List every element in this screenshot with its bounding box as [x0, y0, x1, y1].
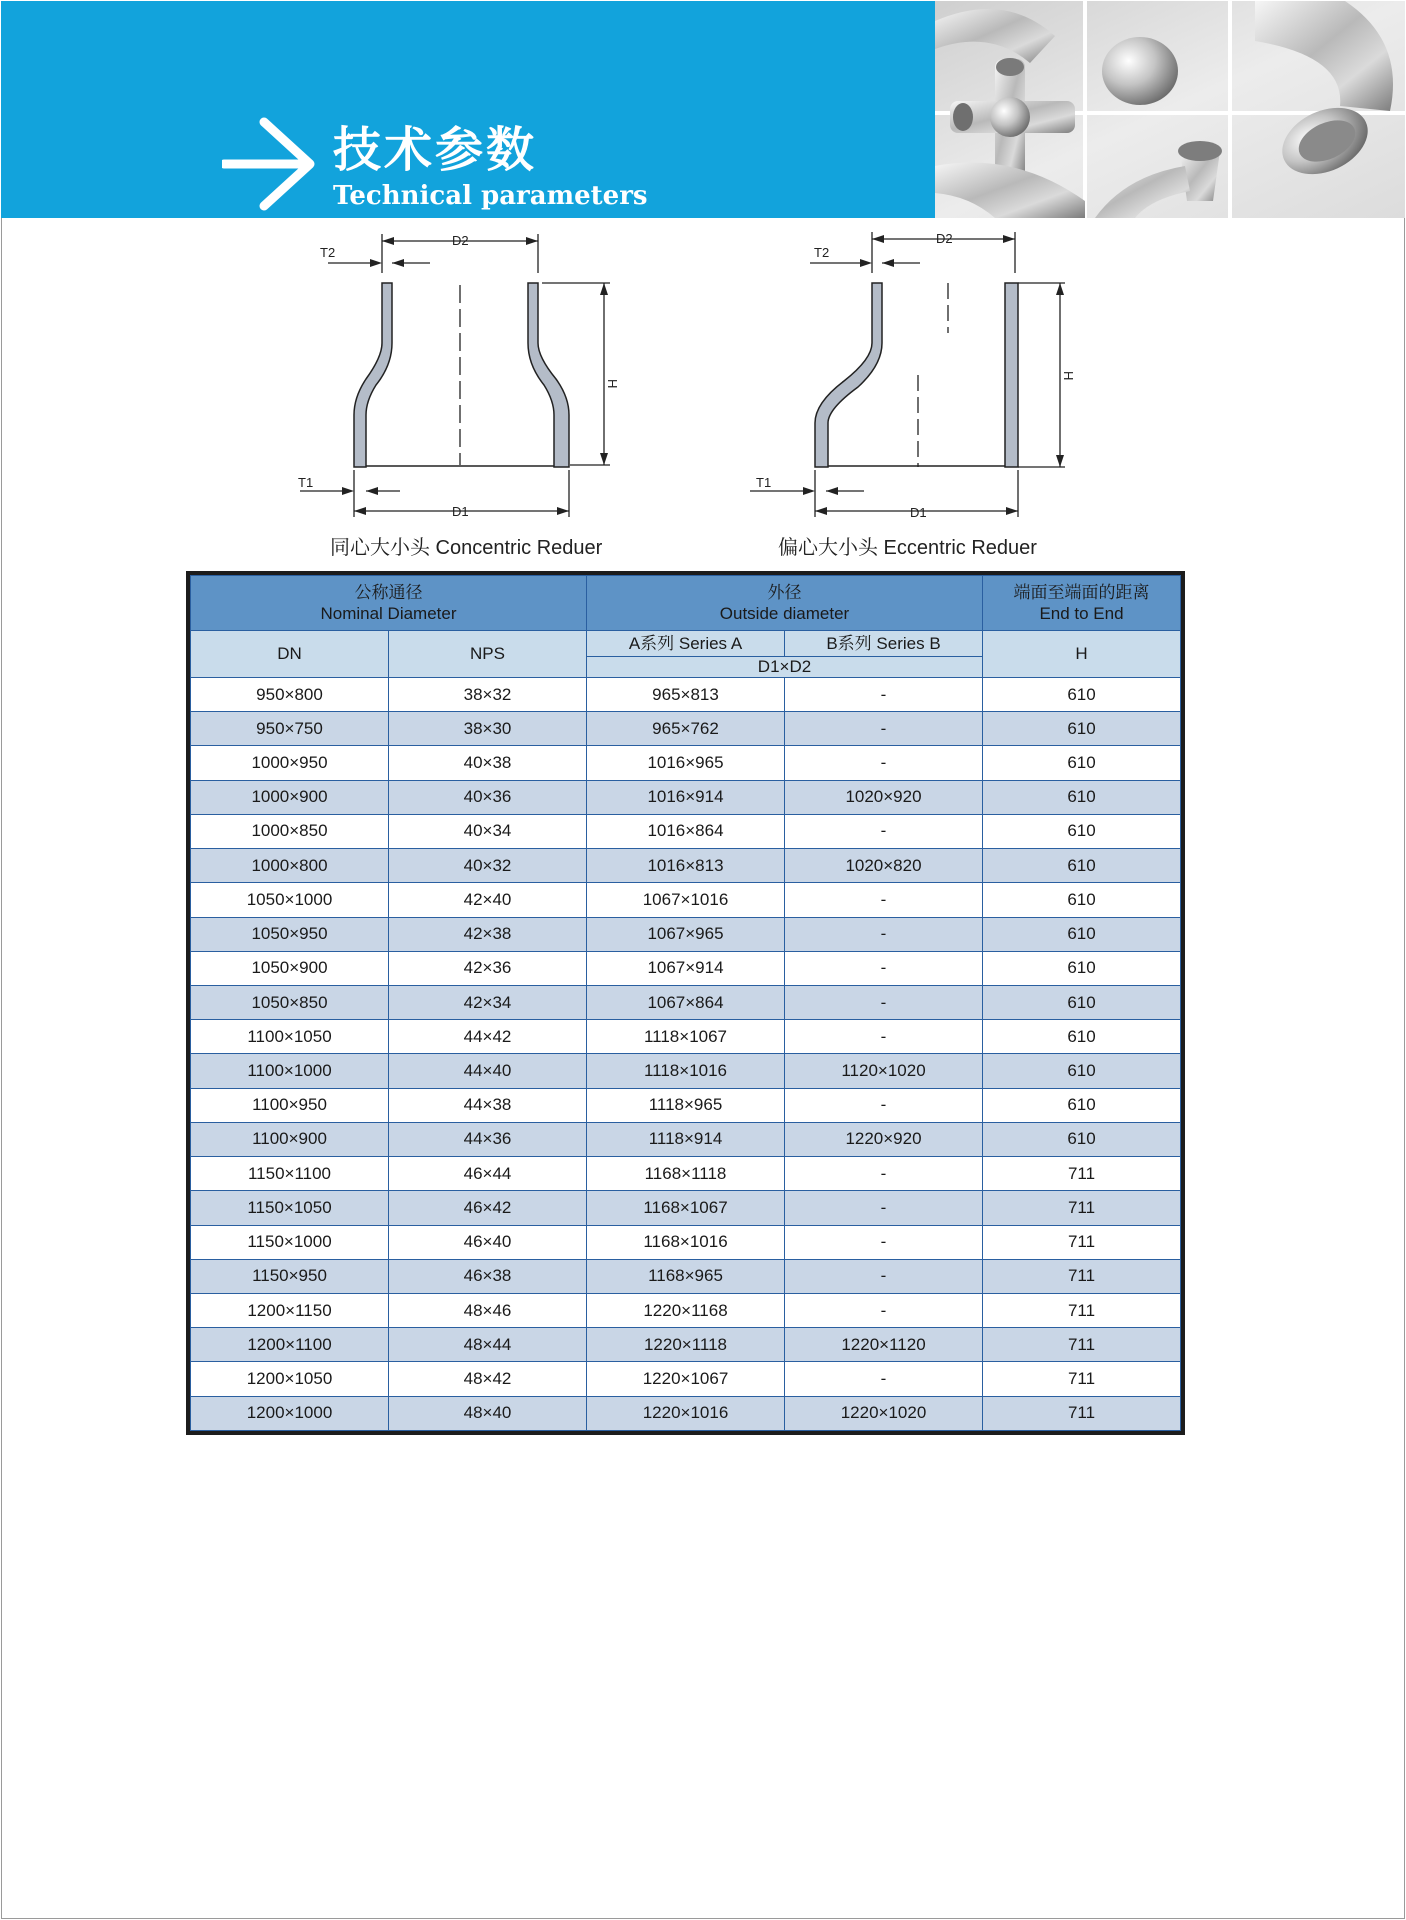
h-label: H — [1061, 371, 1076, 381]
nps-cell: 48×40 — [389, 1396, 587, 1430]
h-cell: 610 — [983, 814, 1181, 848]
dn-cell: 1150×950 — [191, 1259, 389, 1293]
h-label: H — [605, 379, 620, 389]
series-a-cell: 1168×965 — [587, 1259, 785, 1293]
table-row — [191, 678, 1181, 712]
series-a-cell: 1016×813 — [587, 849, 785, 883]
dn-cell: 1100×1050 — [191, 1020, 389, 1054]
eccentric-reducer-diagram — [740, 225, 1090, 530]
table-row — [191, 1157, 1181, 1191]
dn-cell: 950×750 — [191, 712, 389, 746]
dn-cell: 1050×900 — [191, 951, 389, 985]
series-a-cell: 1118×965 — [587, 1088, 785, 1122]
dn-cell: 1150×1000 — [191, 1225, 389, 1259]
series-a-cell: 1168×1016 — [587, 1225, 785, 1259]
t1-label: T1 — [298, 475, 314, 490]
nps-header: NPS — [389, 631, 587, 678]
h-cell: 610 — [983, 1020, 1181, 1054]
nps-cell: 46×38 — [389, 1259, 587, 1293]
table-row — [191, 1293, 1181, 1327]
series-a-cell: 965×813 — [587, 678, 785, 712]
series-b-cell: - — [785, 951, 983, 985]
dn-cell: 1200×1050 — [191, 1362, 389, 1396]
nps-cell: 40×36 — [389, 780, 587, 814]
concentric-reducer-diagram — [280, 225, 630, 530]
h-cell: 610 — [983, 712, 1181, 746]
nps-cell: 44×36 — [389, 1122, 587, 1156]
series-a-cell: 1067×914 — [587, 951, 785, 985]
dn-cell: 950×800 — [191, 678, 389, 712]
series-b-cell: - — [785, 1259, 983, 1293]
nps-cell: 38×32 — [389, 678, 587, 712]
table-row — [191, 1259, 1181, 1293]
series-b-cell: - — [785, 1088, 983, 1122]
d2-label: D2 — [936, 231, 953, 246]
series-a-cell: 1118×1016 — [587, 1054, 785, 1088]
h-cell: 711 — [983, 1328, 1181, 1362]
h-cell: 610 — [983, 746, 1181, 780]
pipe-fittings-photo — [935, 1, 1405, 218]
series-b-cell: - — [785, 985, 983, 1019]
dn-cell: 1100×950 — [191, 1088, 389, 1122]
dn-cell: 1150×1100 — [191, 1157, 389, 1191]
series-a-cell: 1220×1168 — [587, 1293, 785, 1327]
t1-label: T1 — [756, 475, 772, 490]
nps-cell: 46×40 — [389, 1225, 587, 1259]
series-a-cell: 1016×965 — [587, 746, 785, 780]
series-a-header: A系列 Series A — [587, 631, 785, 657]
series-b-cell: 1120×1020 — [785, 1054, 983, 1088]
series-a-cell: 1118×914 — [587, 1122, 785, 1156]
table-row — [191, 1122, 1181, 1156]
table-row — [191, 917, 1181, 951]
series-a-cell: 1220×1016 — [587, 1396, 785, 1430]
dn-cell: 1000×950 — [191, 746, 389, 780]
series-b-cell: - — [785, 746, 983, 780]
series-b-cell: 1220×1020 — [785, 1396, 983, 1430]
t2-label: T2 — [320, 245, 336, 260]
table-row — [191, 1054, 1181, 1088]
table-row — [191, 1362, 1181, 1396]
table-row — [191, 712, 1181, 746]
h-cell: 610 — [983, 1088, 1181, 1122]
dn-cell: 1200×1000 — [191, 1396, 389, 1430]
d1xd2-header: D1×D2 — [587, 657, 983, 678]
series-a-cell: 1067×864 — [587, 985, 785, 1019]
series-a-cell: 965×762 — [587, 712, 785, 746]
series-b-cell: - — [785, 678, 983, 712]
series-a-cell: 1220×1067 — [587, 1362, 785, 1396]
page-title: 技术参数 — [333, 122, 538, 178]
series-b-cell: 1220×1120 — [785, 1328, 983, 1362]
dn-cell: 1000×850 — [191, 814, 389, 848]
dn-cell: 1100×1000 — [191, 1054, 389, 1088]
table-row — [191, 1328, 1181, 1362]
arrow-right-icon — [222, 116, 322, 212]
nps-cell: 42×38 — [389, 917, 587, 951]
table-row — [191, 1225, 1181, 1259]
spec-table — [190, 575, 1181, 1431]
series-b-cell: - — [785, 1225, 983, 1259]
table-row — [191, 951, 1181, 985]
nps-cell: 48×44 — [389, 1328, 587, 1362]
dn-cell: 1050×950 — [191, 917, 389, 951]
t2-label: T2 — [814, 245, 830, 260]
h-cell: 711 — [983, 1191, 1181, 1225]
page-subtitle: Technical parameters — [333, 181, 648, 211]
series-a-cell: 1168×1118 — [587, 1157, 785, 1191]
table-row — [191, 780, 1181, 814]
eccentric-caption: 偏心大小头 Eccentric Reduer — [778, 537, 1037, 559]
table-row — [191, 985, 1181, 1019]
end-to-end-header: 端面至端面的距离 End to End — [983, 576, 1181, 631]
series-b-cell: 1020×820 — [785, 849, 983, 883]
outside-diameter-header: 外径 Outside diameter — [587, 576, 983, 631]
series-a-cell: 1168×1067 — [587, 1191, 785, 1225]
series-a-cell: 1067×1016 — [587, 883, 785, 917]
nps-cell: 38×30 — [389, 712, 587, 746]
nps-cell: 46×42 — [389, 1191, 587, 1225]
h-cell: 610 — [983, 951, 1181, 985]
nps-cell: 46×44 — [389, 1157, 587, 1191]
series-a-cell: 1220×1118 — [587, 1328, 785, 1362]
h-cell: 711 — [983, 1157, 1181, 1191]
dn-cell: 1050×850 — [191, 985, 389, 1019]
dn-cell: 1000×900 — [191, 780, 389, 814]
concentric-caption: 同心大小头 Concentric Reduer — [330, 537, 603, 559]
spec-table-frame — [186, 571, 1185, 1435]
dn-cell: 1050×1000 — [191, 883, 389, 917]
table-row — [191, 1020, 1181, 1054]
h-cell: 610 — [983, 780, 1181, 814]
nps-cell: 44×38 — [389, 1088, 587, 1122]
nominal-diameter-header: 公称通径 Nominal Diameter — [191, 576, 587, 631]
nps-cell: 40×38 — [389, 746, 587, 780]
series-b-cell: - — [785, 1293, 983, 1327]
dn-cell: 1000×800 — [191, 849, 389, 883]
series-b-cell: 1220×920 — [785, 1122, 983, 1156]
dn-cell: 1200×1100 — [191, 1328, 389, 1362]
dn-cell: 1200×1150 — [191, 1293, 389, 1327]
series-a-cell: 1016×864 — [587, 814, 785, 848]
nps-cell: 48×42 — [389, 1362, 587, 1396]
table-row — [191, 814, 1181, 848]
d1-label: D1 — [910, 505, 927, 520]
h-cell: 711 — [983, 1396, 1181, 1430]
table-row — [191, 1396, 1181, 1430]
dn-header: DN — [191, 631, 389, 678]
d2-label: D2 — [452, 233, 469, 248]
series-b-cell: - — [785, 1362, 983, 1396]
h-cell: 610 — [983, 883, 1181, 917]
series-b-cell: - — [785, 917, 983, 951]
series-b-cell: - — [785, 1157, 983, 1191]
table-row — [191, 746, 1181, 780]
nps-cell: 42×34 — [389, 985, 587, 1019]
h-cell: 610 — [983, 1054, 1181, 1088]
series-b-cell: - — [785, 1191, 983, 1225]
h-cell: 610 — [983, 1122, 1181, 1156]
table-row — [191, 1088, 1181, 1122]
series-a-cell: 1067×965 — [587, 917, 785, 951]
spec-table-body — [191, 678, 1181, 1431]
series-b-cell: - — [785, 814, 983, 848]
table-row — [191, 849, 1181, 883]
h-cell: 610 — [983, 678, 1181, 712]
table-row — [191, 883, 1181, 917]
series-b-cell: - — [785, 712, 983, 746]
d1-label: D1 — [452, 504, 469, 519]
series-b-cell: - — [785, 1020, 983, 1054]
series-a-cell: 1016×914 — [587, 780, 785, 814]
series-a-cell: 1118×1067 — [587, 1020, 785, 1054]
h-cell: 711 — [983, 1293, 1181, 1327]
nps-cell: 48×46 — [389, 1293, 587, 1327]
h-cell: 610 — [983, 985, 1181, 1019]
h-cell: 711 — [983, 1362, 1181, 1396]
nps-cell: 42×40 — [389, 883, 587, 917]
dn-cell: 1150×1050 — [191, 1191, 389, 1225]
dn-cell: 1100×900 — [191, 1122, 389, 1156]
h-header: H — [983, 631, 1181, 678]
series-b-header: B系列 Series B — [785, 631, 983, 657]
table-row — [191, 1191, 1181, 1225]
nps-cell: 44×40 — [389, 1054, 587, 1088]
h-cell: 610 — [983, 917, 1181, 951]
h-cell: 610 — [983, 849, 1181, 883]
nps-cell: 42×36 — [389, 951, 587, 985]
h-cell: 711 — [983, 1225, 1181, 1259]
nps-cell: 40×34 — [389, 814, 587, 848]
nps-cell: 40×32 — [389, 849, 587, 883]
series-b-cell: - — [785, 883, 983, 917]
nps-cell: 44×42 — [389, 1020, 587, 1054]
h-cell: 711 — [983, 1259, 1181, 1293]
series-b-cell: 1020×920 — [785, 780, 983, 814]
